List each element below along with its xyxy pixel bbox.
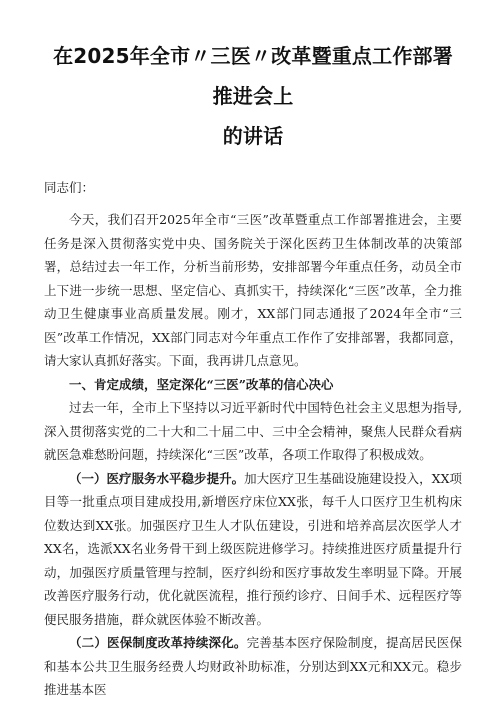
item-2-body: 完善基本医疗保险制度，提高居民医保和基本公共卫生服务经费人均财政补助标准，分别达到XX元和XX元。稳步推进基本医 xyxy=(44,635,462,697)
section-1-paragraph: 过去一年，全市上下坚持以习近平新时代中国特色社会主义思想为指导,深入贯彻落实党的二十大和二十届二中、三中全会精神，聚焦人民群众看病就医急难愁盼问题，持续深化“三医”改革，各项工作取得了积极成效。 xyxy=(44,400,462,462)
title-line-1: 在2025年全市〃三医〃改革暨重点工作部署推进会上 xyxy=(53,44,453,108)
greeting: 同志们： xyxy=(44,180,95,195)
item-1-paragraph xyxy=(44,467,462,632)
intro-paragraph: 今天，我们召开2025年全市“三医”改革暨重点工作部署推进会，主要任务是深入贯彻落实党中央、国务院关于深化医药卫生体制改革的决策部署，总结过去一年工作，分析当前形势，安排部署今年重点任务，动员全市上下进一步统一思想、坚定信心、真抓实干，持续深化“三医”改革，全力推动卫生健康事业高质量发展。刚才，XX部门同志通报了2024年全市“三医”改革工作情况，XX部门同志对今年重点工作作了安排部署，我都同意，请大家认真抓好落实。下面，我再讲几点意见。 xyxy=(44,212,462,368)
item-2-paragraph xyxy=(44,631,462,702)
item-2-lead: （二）医保制度改革持续深化。 xyxy=(69,635,247,650)
section-1-heading: 一、肯定成绩，坚定深化“三医”改革的信心决心 xyxy=(69,376,334,392)
document-title xyxy=(44,0,462,156)
item-1-body: 加大医疗卫生基础设施建设投入，XX项目等一批重点项目建成投用,新增医疗床位XX张，每千人口医疗卫生机构床位数达到XX张。加强医疗卫生人才队伍建设，引进和培养高层次医学人才XX名，选派XX名业务骨干到上级医院进修学习。持续推进医疗质量提升行动，加强医疗质量管理与控制，医疗纠纷和医疗事故发生率明显下降。开展改善医疗服务行动，优化就医流程，推行预约诊疗、日间手术、远程医疗等便民服务措施，群众就医体验不断改善。 xyxy=(44,470,462,627)
item-1-lead: （一）医疗服务水平稳步提升。 xyxy=(69,470,245,486)
title-line-2: 的讲话 xyxy=(222,124,284,148)
